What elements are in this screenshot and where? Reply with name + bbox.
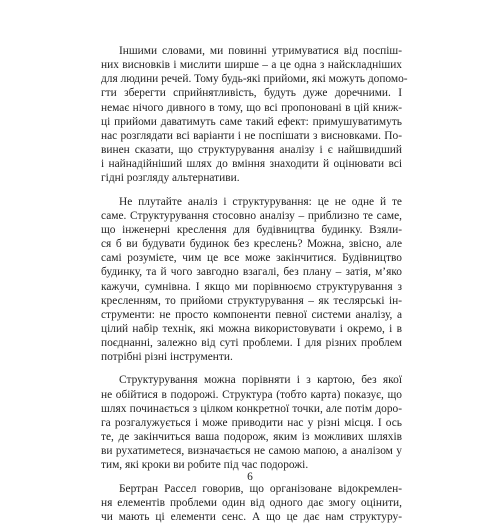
paragraph [101, 373, 402, 472]
text-line: поєднанні, залежно від суті проблеми. І для різних проблем [101, 337, 402, 350]
text-line: га розгалужується і може приводити нас у різні місця. І ось [101, 416, 402, 429]
text-line: для людини речей. Тому будь-які прийоми, які можуть допомо- [101, 73, 408, 86]
text-line: чи мають ці елементи сенс. А що це дає нам структуру- [101, 510, 402, 523]
text-line: шлях починається з цілком конкретної точки, але потім доро- [101, 402, 402, 415]
text-line: потрібні різні інструменти. [101, 351, 233, 364]
text-line: немає нічого дивного в тому, що всі пропоновані в цій книж- [101, 101, 402, 114]
paragraph [101, 195, 402, 365]
text-line: Структурування можна порівняти і з картою, без якої [119, 374, 402, 387]
text-line: нас розглядати всі варіанти і не поспішати з висновками. По- [101, 129, 402, 142]
text-line: тим, які кроки ви робите під час подорожі. [101, 459, 309, 472]
text-line: гти зберегти сприйнятливість, будуть дуже доречними. І [101, 87, 402, 100]
text-line: гідні розгляду альтернативи. [101, 172, 240, 185]
text-line: Бертран Рассел говорив, що організоване відокремлен- [119, 482, 402, 495]
text-line: струменти: не просто компоненти певної системи аналізу, а [101, 308, 402, 321]
text-line: Іншими словами, ми повинні утримуватися від поспіш- [119, 45, 402, 57]
text-line: них висновків і мислити ширше – а це одна з найскладніших [101, 59, 402, 72]
text-line: кресленням, то прийоми структурування – як теслярські ін- [101, 294, 402, 307]
text-line: Не плутайте аналіз і структурування: це не одне й те [119, 195, 402, 208]
text-line: що інженерні креслення для будівництва будинку. Взяли- [101, 223, 402, 236]
paragraph [101, 44, 408, 186]
text-line: ці прийоми даватимуть саме такий ефект: примушуватимуть [101, 115, 402, 128]
text-line: ня елементів проблеми один від одного дає змогу оцінити, [101, 496, 402, 509]
text-line: винен сказати, що структурування аналізу і є найшвидший [101, 144, 402, 157]
text-line: і найнадійніший шлях до вміння знаходити й оцінювати всі [101, 158, 402, 171]
text-line: будинку, та й чого завгодно взагалі, без плану – затія, м’яко [101, 266, 402, 279]
text-line: ся б ви будувати будинок без креслень? Можна, звісно, але [101, 238, 402, 251]
text-line: те, де закінчиться ваша подорож, яким із можливих шляхів [101, 431, 402, 444]
text-line: не обійтися в подорожі. Структура (тобто карта) показує, що [101, 388, 402, 401]
page-body [101, 44, 408, 524]
text-line: саме. Структурування стосовно аналізу – приблизно те саме, [101, 209, 402, 222]
text-line: кажучи, сумнівна. І якщо ми порівнюємо структурування з [101, 280, 402, 293]
text-line: самі розумієте, чим це все може закінчитися. Будівництво [101, 252, 402, 265]
text-line: ви рухатиметеся, визначається не самою мапою, а аналізом у [101, 445, 402, 458]
page-number: 6 [247, 471, 253, 483]
paragraph [101, 482, 402, 524]
text-line: цілий набір технік, які можна використовувати і окремо, і в [101, 322, 402, 335]
